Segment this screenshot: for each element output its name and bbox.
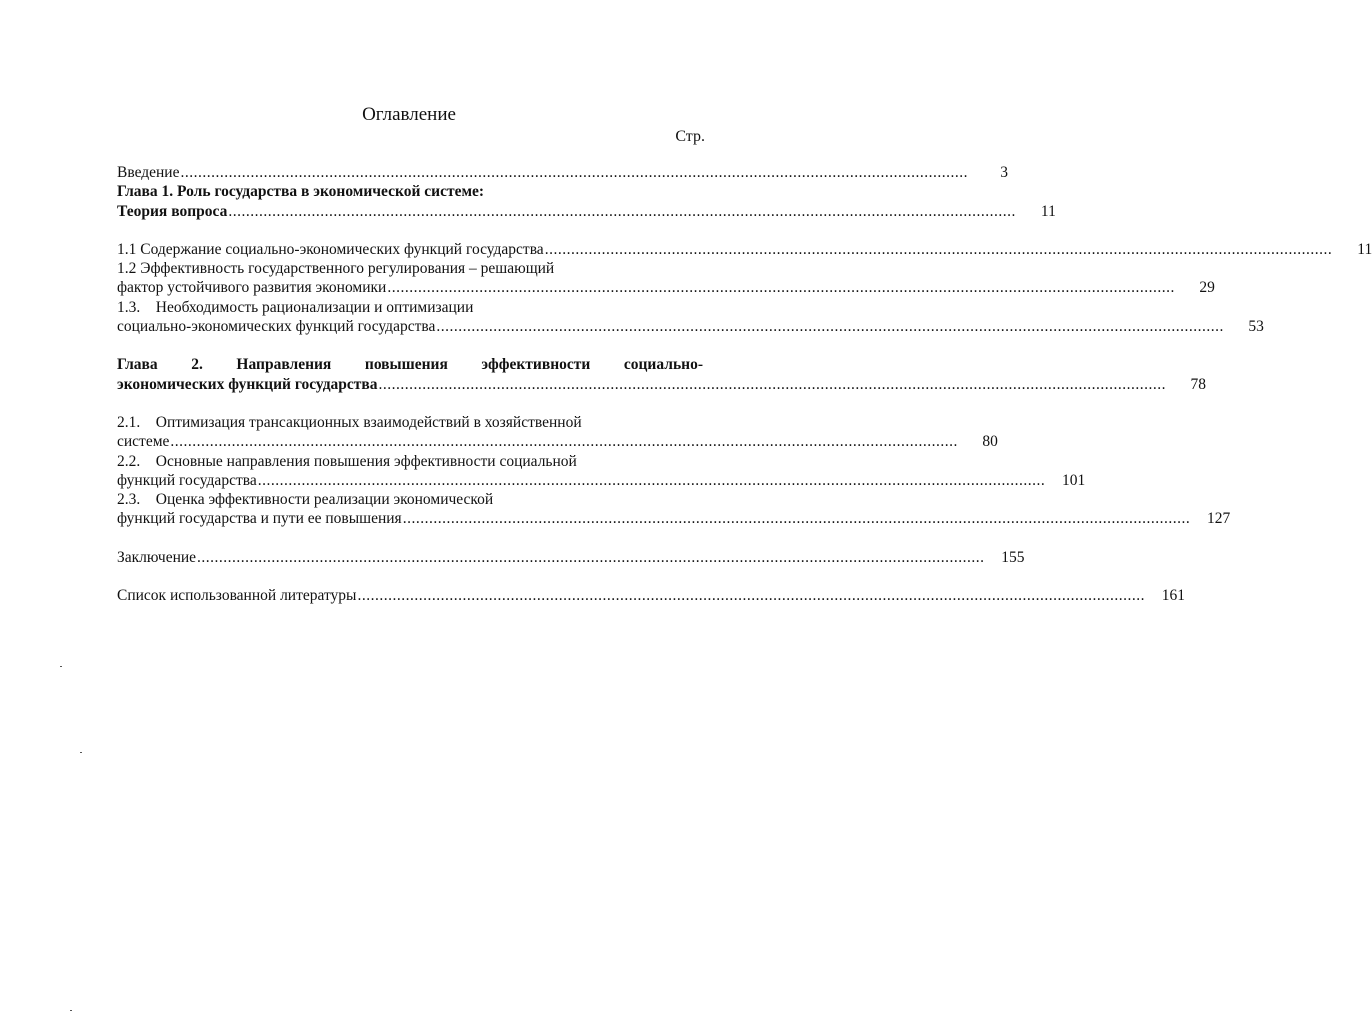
- toc-entry-2-1: [117, 413, 998, 452]
- toc-entry-conclusion: [117, 548, 1025, 567]
- toc-entry-text: Введение: [117, 164, 180, 181]
- toc-title: Оглавление: [362, 104, 456, 125]
- toc-entry-text: системе: [117, 433, 170, 451]
- toc-entry-text: 2.1. Оптимизация трансакционных взаимодействий в хозяйственной: [117, 413, 582, 431]
- toc-entry-1-2: [117, 259, 1215, 298]
- toc-entry-page: 155: [1001, 548, 1025, 566]
- toc-entry-2-3: [117, 490, 1231, 529]
- dot-leader: ....................................................................................................................................................................................: [197, 548, 985, 566]
- toc-entry-page: 11: [1040, 202, 1056, 220]
- toc-entry-1-3: [117, 298, 1264, 337]
- toc-entry-text: социально-экономических функций государства: [117, 318, 436, 336]
- toc-entry-text: экономических функций государства: [117, 375, 378, 393]
- page-column-label: Стр.: [675, 128, 705, 145]
- toc-entry-bibliography: [117, 586, 1185, 605]
- toc-entry-page: 101: [1061, 471, 1086, 489]
- toc-entry-text: Глава 1. Роль государства в экономической системе:: [117, 183, 485, 201]
- scan-speck: [80, 752, 82, 753]
- toc-entry-text: 1.1 Содержание социально-экономических функций государства: [117, 240, 544, 258]
- dot-leader: ....................................................................................................................................................................................: [170, 433, 958, 451]
- scan-speck: [70, 1010, 72, 1011]
- toc-entry-page: 127: [1206, 510, 1231, 528]
- toc-entry-page: 3: [1000, 164, 1008, 181]
- toc-entry-text: 1.3. Необходимость рационализации и оптимизации: [117, 298, 474, 316]
- toc-entry-page: 78: [1190, 375, 1207, 393]
- toc-entry-text: Заключение: [117, 548, 197, 566]
- toc-entry-text: фактор устойчивого развития экономики: [117, 279, 387, 297]
- toc-entry-1-1: [117, 240, 1372, 259]
- toc-entry-text: 2.3. Оценка эффективности реализации экономической: [117, 491, 494, 509]
- toc-entry-text: функций государства и пути ее повышения: [117, 510, 402, 528]
- dot-leader: ....................................................................................................................................................................................: [436, 318, 1224, 336]
- toc-entry-text: 1.2 Эффективность государственного регулирования – решающий: [117, 260, 555, 278]
- toc-entry-chapter-1: [117, 182, 1056, 221]
- toc-entry-page: 29: [1199, 279, 1215, 297]
- toc-entry-introduction: [117, 163, 1008, 182]
- dot-leader: ....................................................................................................................................................................................: [402, 510, 1191, 528]
- dot-leader: ....................................................................................................................................................................................: [357, 587, 1145, 605]
- scan-speck: [60, 666, 62, 667]
- toc-entry-page: 80: [982, 433, 998, 451]
- dot-leader: ....................................................................................................................................................................................: [378, 375, 1167, 393]
- toc-entry-text: Список использованной литературы: [117, 587, 357, 605]
- toc-entry-2-2: [117, 452, 1086, 491]
- toc-entry-text: Глава 2. Направления повышения эффективности социально-: [117, 356, 703, 374]
- toc-entry-page: 53: [1248, 318, 1264, 336]
- toc-entry-page: 11: [1357, 240, 1372, 258]
- dot-leader: ....................................................................................................................................................................................: [180, 164, 968, 181]
- table-of-contents: [117, 163, 1372, 605]
- toc-entry-text: 2.2. Основные направления повышения эффективности социальной: [117, 452, 577, 470]
- toc-entry-text: функций государства: [117, 471, 257, 489]
- dot-leader: ....................................................................................................................................................................................: [544, 240, 1333, 258]
- toc-entry-text: Теория вопроса: [117, 202, 228, 220]
- toc-entry-page: 161: [1161, 587, 1185, 605]
- toc-entry-chapter-2: [117, 355, 1207, 394]
- dot-leader: ....................................................................................................................................................................................: [228, 202, 1016, 220]
- dot-leader: ....................................................................................................................................................................................: [257, 471, 1046, 489]
- dot-leader: ....................................................................................................................................................................................: [387, 279, 1175, 297]
